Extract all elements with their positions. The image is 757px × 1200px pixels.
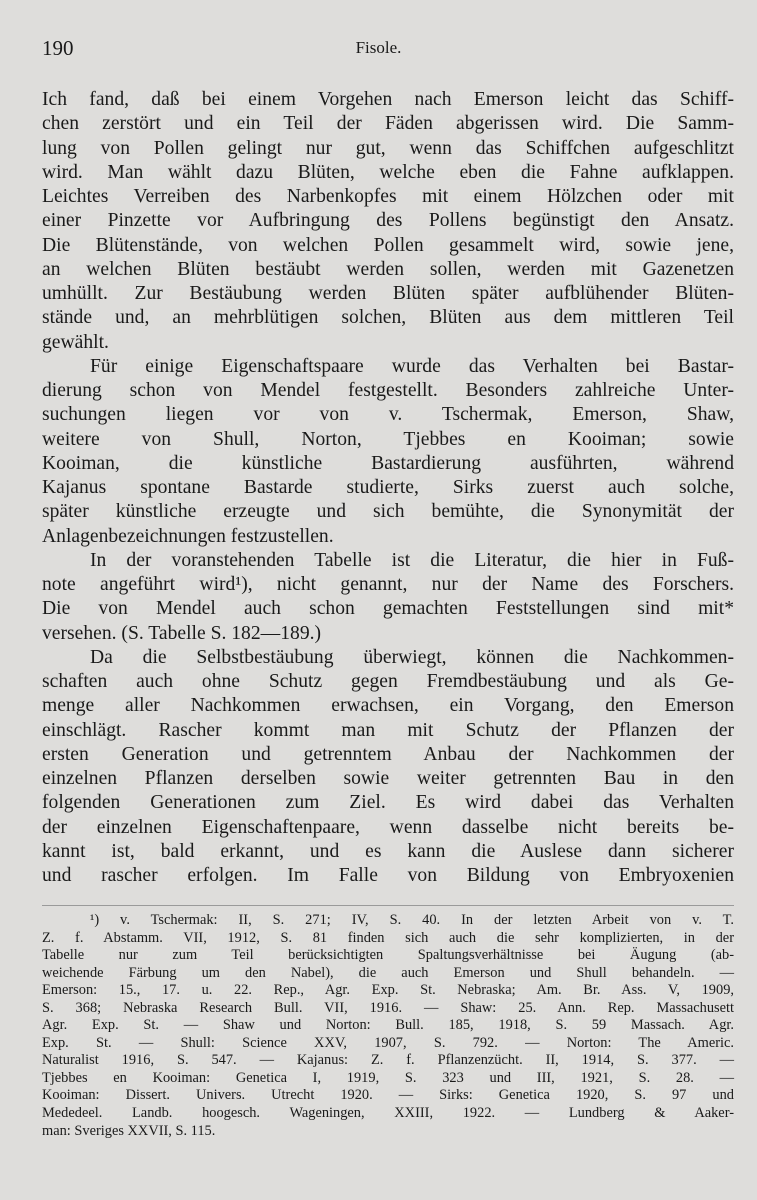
text-line: ersten Generation und getrenntem Anbau der Nachkommen der — [42, 743, 734, 765]
text-line: Für einige Eigenschaftspaare wurde das Verhalten bei Bastar- — [90, 355, 734, 377]
footnote-line: Tjebbes en Kooiman: Genetica I, 1919, S. 323 und III, 1921, S. 28. — — [42, 1069, 734, 1086]
footnote-line: Naturalist 1916, S. 547. — Kajanus: Z. f. Pflanzenzücht. II, 1914, S. 377. — — [42, 1052, 734, 1069]
text-line: einzelnen Pflanzen derselben sowie weiter getrennten Bau in den — [42, 768, 734, 789]
text-line: wird. Man wählt dazu Blüten, welche eben die Fahne aufklappen. — [42, 161, 734, 183]
text-line: Leichtes Verreiben des Narbenkopfes mit einem Hölzchen oder mit — [42, 186, 734, 207]
text-line: Kooiman, die künstliche Bastardierung ausführten, während — [42, 452, 734, 474]
text-line: suchungen liegen vor von v. Tschermak, Emerson, Shaw, — [42, 404, 734, 426]
text-line: einschlägt. Rascher kommt man mit Schutz der Pflanzen der — [42, 719, 734, 741]
text-line: gewählt. — [42, 331, 109, 353]
footnote-line: Z. f. Abstamm. VII, 1912, S. 81 finden sich auch die sehr komplizierten, in der — [42, 929, 734, 946]
text-line: folgenden Generationen zum Ziel. Es wird dabei das Verhalten — [42, 792, 734, 814]
footnote-line: Kooiman: Dissert. Univers. Utrecht 1920. — Sirks: Genetica 1920, S. 97 und — [42, 1087, 734, 1104]
text-line: Die Blütenstände, von welchen Pollen gesammelt wird, sowie jene, — [42, 234, 734, 256]
text-line: kannt ist, bald erkannt, und es kann die Auslese dann sicherer — [42, 840, 734, 862]
footnotes — [42, 912, 734, 1140]
text-line: Ich fand, daß bei einem Vorgehen nach Emerson leicht das Schiff- — [42, 89, 734, 110]
text-line: lung von Pollen gelingt nur gut, wenn das Schiffchen aufgeschlitzt — [42, 137, 734, 159]
text-line: chen zerstört und ein Teil der Fäden abgerissen wird. Die Samm- — [42, 113, 734, 135]
footnote-line: Emerson: 15., 17. u. 22. Rep., Agr. Exp. St. Nebraska; Am. Br. Ass. V, 1909, — [42, 982, 734, 999]
text-line: Da die Selbstbestäubung überwiegt, können die Nachkommen- — [90, 646, 734, 668]
text-line: einer Pinzette vor Aufbringung des Pollens begünstigt den Ansatz. — [42, 210, 734, 232]
text-line: Kajanus spontane Bastarde studierte, Sirks zuerst auch solche, — [42, 477, 734, 498]
text-line: stände und, an mehrblütigen solchen, Blüten aus dem mittleren Teil — [42, 307, 734, 329]
text-line: note angeführt wird¹), nicht genannt, nur der Name des Forschers. — [42, 574, 734, 595]
text-line: Anlagenbezeichnungen festzustellen. — [42, 525, 334, 547]
text-line: und rascher erfolgen. Im Falle von Bildung von Embryoxenien — [42, 865, 734, 886]
text-line: an welchen Blüten bestäubt werden sollen, werden mit Gazenetzen — [42, 258, 734, 280]
text-line: schaften auch ohne Schutz gegen Fremdbestäubung und als Ge- — [42, 671, 734, 692]
text-line: Die von Mendel auch schon gemachten Feststellungen sind mit* — [42, 598, 734, 620]
footnote-line: weichende Färbung um den Nabel), die auch Emerson und Shull behandeln. — — [42, 964, 734, 981]
text-line: umhüllt. Zur Bestäubung werden Blüten später aufblühender Blüten- — [42, 283, 734, 304]
page-header — [42, 36, 715, 64]
footnote-separator — [42, 905, 734, 906]
footnote-line: Exp. St. — Shull: Science XXV, 1907, S. 792. — Norton: The Americ. — [42, 1034, 734, 1051]
text-line: weitere von Shull, Norton, Tjebbes en Kooiman; sowie — [42, 428, 734, 450]
running-title: Fisole. — [355, 38, 402, 57]
footnote-line: Tabelle nur zum Teil berücksichtigten Spaltungsverhältnisse bei Äugung (ab- — [42, 947, 734, 964]
footnote-line: ¹) v. Tschermak: II, S. 271; IV, S. 40. In der letzten Arbeit von v. T. — [90, 912, 734, 928]
footnote-line: Agr. Exp. St. — Shaw und Norton: Bull. 185, 1918, S. 59 Massach. Agr. — [42, 1017, 734, 1034]
text-line: menge aller Nachkommen erwachsen, ein Vorgang, den Emerson — [42, 695, 734, 717]
text-line: später künstliche erzeugte und sich bemühte, die Synonymität der — [42, 501, 734, 523]
text-line: versehen. (S. Tabelle S. 182—189.) — [42, 622, 322, 644]
text-line: In der voranstehenden Tabelle ist die Literatur, die hier in Fuß- — [90, 549, 734, 571]
page-number: 190 — [42, 36, 74, 60]
text-line: dierung schon von Mendel festgestellt. Besonders zahlreiche Unter- — [42, 380, 734, 401]
body-text — [42, 88, 734, 888]
footnote-line: Mededeel. Landb. hoogesch. Wageningen, XXIII, 1922. — Lundberg & Aaker- — [42, 1105, 734, 1122]
footnote-line: S. 368; Nebraska Research Bull. VII, 1916. — Shaw: 25. Ann. Rep. Massachusett — [42, 999, 734, 1016]
text-line: der einzelnen Eigenschaftenpaare, wenn dasselbe nicht bereits be- — [42, 816, 734, 838]
footnote-line: man: Sveriges XXVII, S. 115. — [42, 1122, 216, 1139]
